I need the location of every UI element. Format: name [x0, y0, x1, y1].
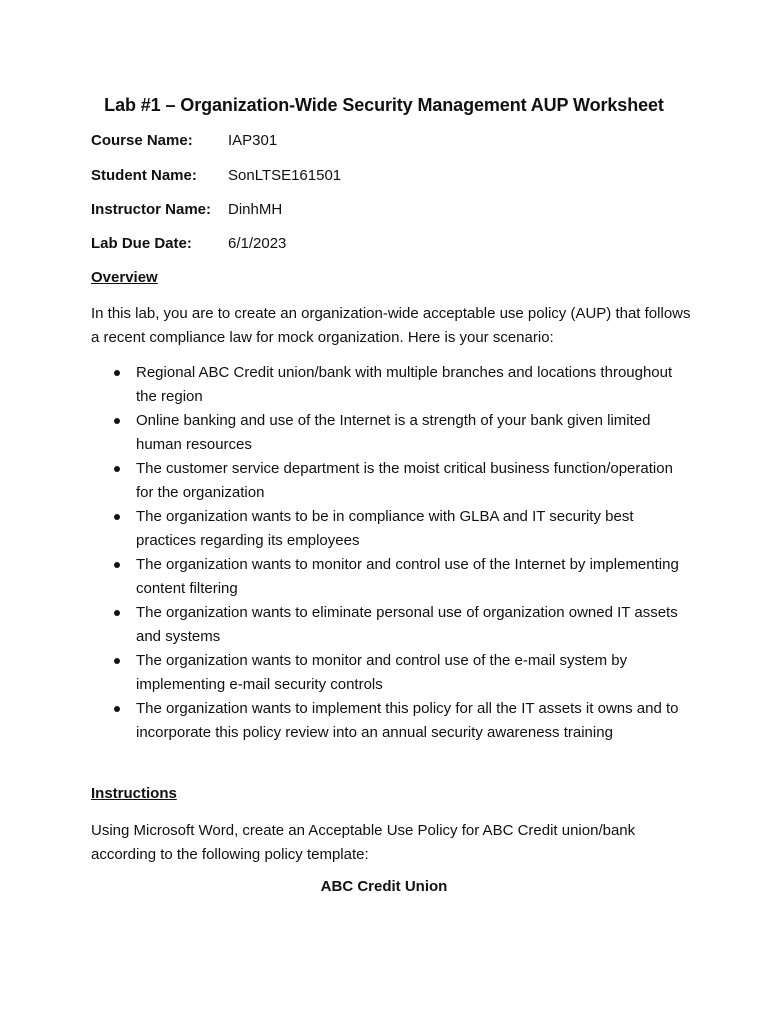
field-value: 6/1/2023	[228, 235, 287, 252]
instructions-paragraph: Using Microsoft Word, create an Acceptable Use Policy for ABC Credit union/bank according to the following policy template:	[91, 822, 636, 863]
template-heading: ABC Credit Union	[320, 878, 448, 895]
bullet-icon	[114, 658, 120, 664]
bullet-text: The organization wants to eliminate personal use of organization owned IT assets and systems	[136, 604, 678, 645]
bullet-icon	[114, 706, 120, 712]
overview-paragraph: In this lab, you are to create an organization-wide acceptable use policy (AUP) that follows a recent compliance law for mock organization. Here is your scenario:	[91, 305, 691, 346]
list-item	[91, 697, 681, 745]
field-instructor-name	[91, 201, 282, 218]
bullet-text: The organization wants to be in compliance with GLBA and IT security best practices regarding its employees	[136, 508, 634, 549]
bullet-icon	[114, 514, 120, 520]
bullet-icon	[114, 370, 120, 376]
bullet-icon	[114, 418, 120, 424]
document-title: Lab #1 – Organization-Wide Security Management AUP Worksheet	[104, 95, 664, 115]
instructions-heading: Instructions	[91, 785, 177, 802]
field-label: Lab Due Date:	[91, 235, 192, 252]
list-item	[91, 649, 681, 697]
overview-heading: Overview	[91, 269, 158, 286]
list-item	[91, 505, 681, 553]
bullet-icon	[114, 562, 120, 568]
field-value: DinhMH	[228, 201, 283, 218]
field-course-name	[91, 132, 277, 149]
field-value: IAP301	[228, 132, 278, 149]
bullet-text: The organization wants to monitor and control use of the Internet by implementing content filtering	[136, 556, 679, 597]
field-value: SonLTSE161501	[228, 167, 342, 184]
bullet-icon	[114, 466, 120, 472]
bullet-text: The customer service department is the moist critical business function/operation for the organization	[136, 460, 673, 501]
list-item	[91, 553, 681, 601]
list-item	[91, 601, 681, 649]
field-student-name	[91, 167, 341, 184]
bullet-text: Regional ABC Credit union/bank with multiple branches and locations throughout the region	[136, 364, 673, 405]
list-item	[91, 409, 681, 457]
field-label: Instructor Name:	[91, 201, 212, 218]
field-lab-due-date	[91, 235, 286, 252]
scenario-bullet-list	[91, 361, 681, 745]
list-item	[91, 457, 681, 505]
field-label: Student Name:	[91, 167, 197, 184]
bullet-text: The organization wants to monitor and control use of the e-mail system by implementing e-mail security controls	[136, 652, 628, 693]
bullet-text: Online banking and use of the Internet is a strength of your bank given limited human resources	[136, 412, 651, 453]
list-item	[91, 361, 681, 409]
bullet-icon	[114, 610, 120, 616]
field-label: Course Name:	[91, 132, 193, 149]
bullet-text: The organization wants to implement this policy for all the IT assets it owns and to incorporate this policy review into an annual security awareness training	[136, 700, 679, 741]
